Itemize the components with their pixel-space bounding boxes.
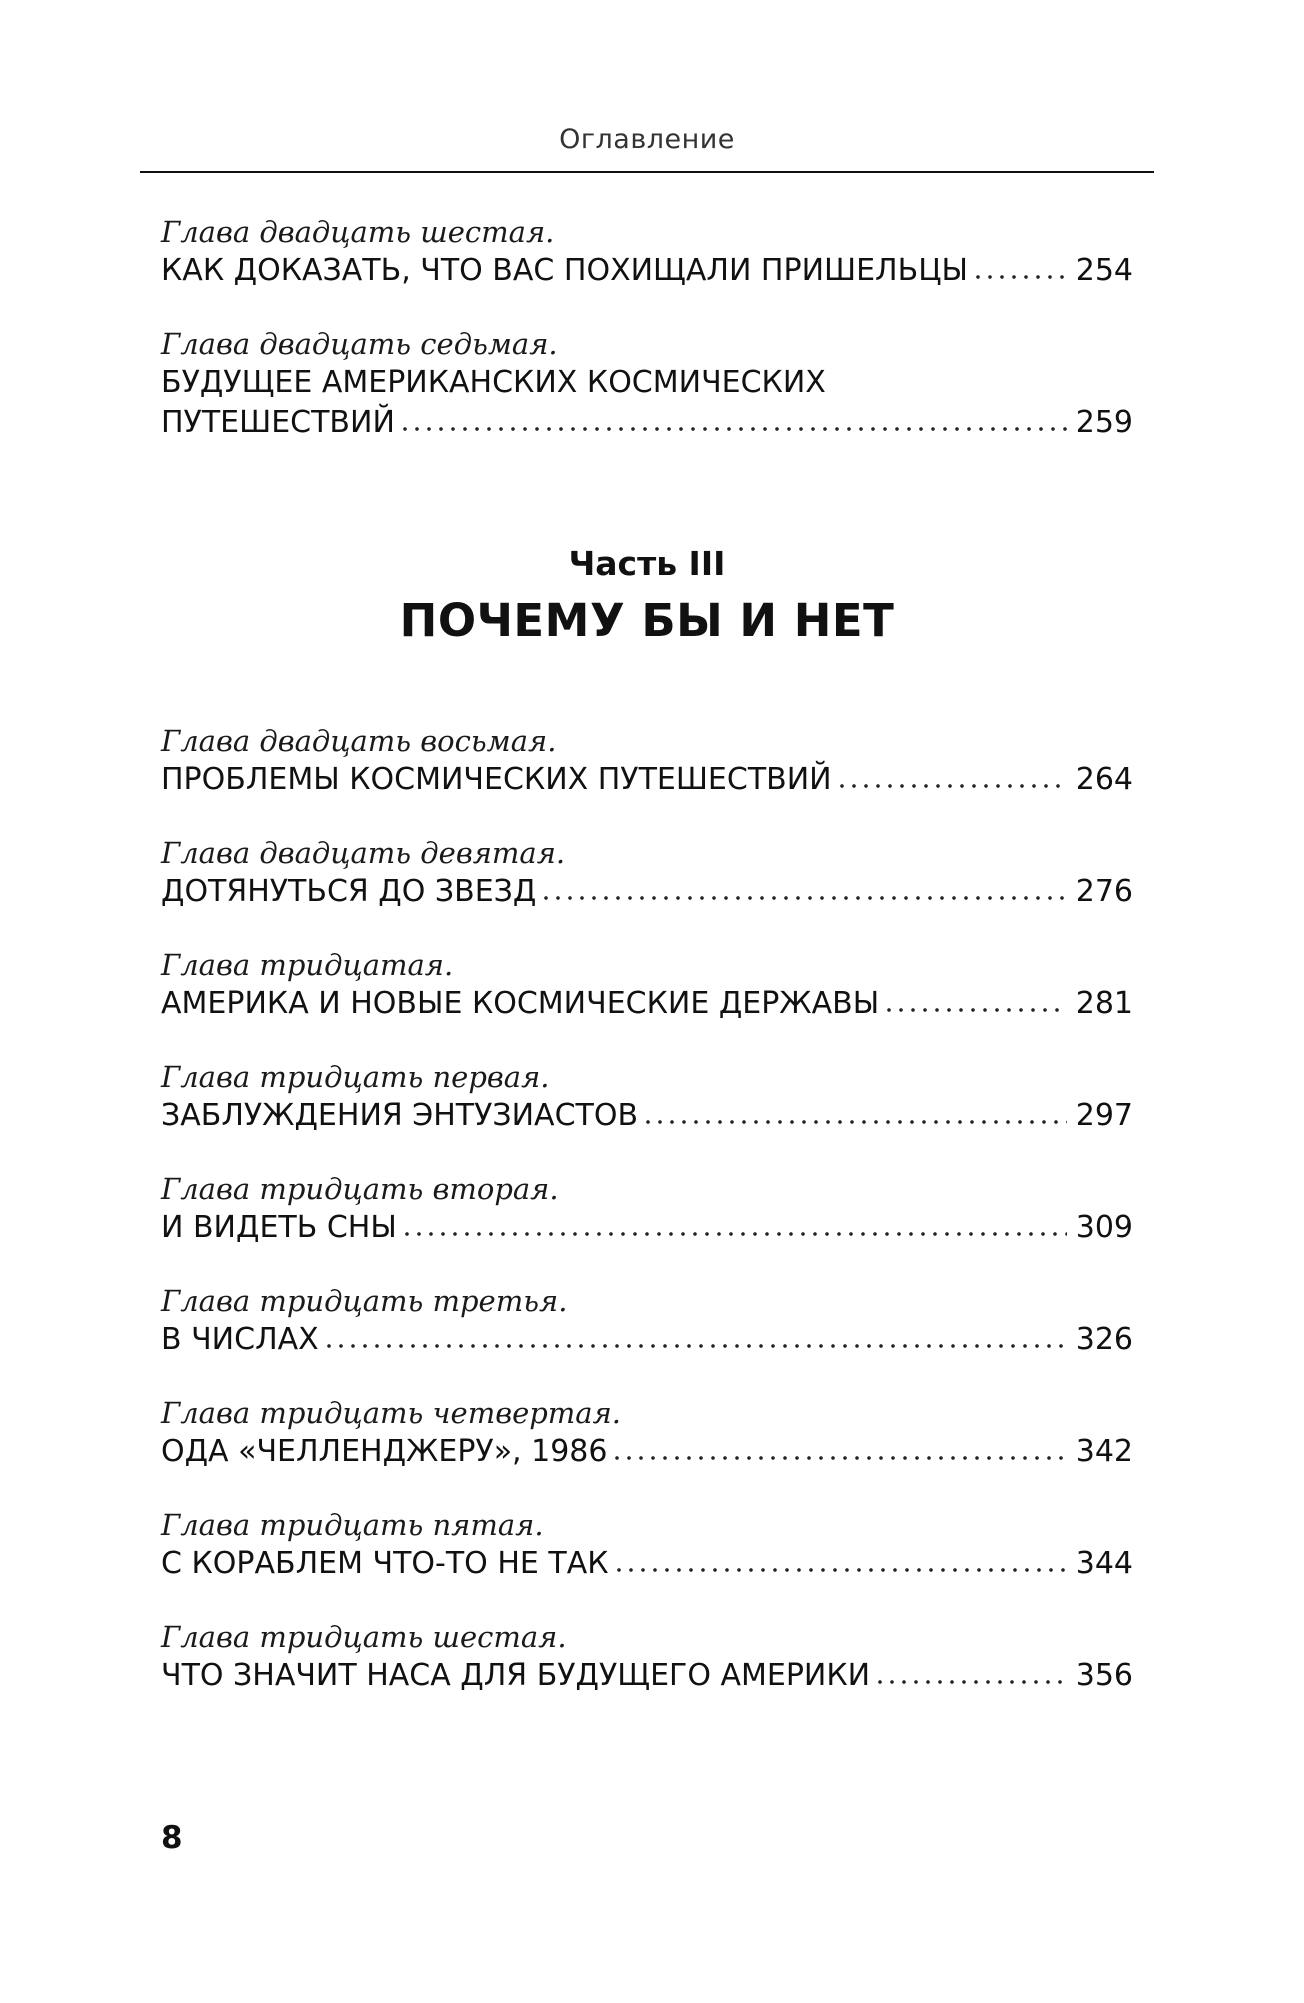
part-label: Часть III xyxy=(568,544,726,583)
chapter-title-line xyxy=(161,872,1133,912)
chapter-label: Глава тридцать первая. xyxy=(161,1060,550,1094)
chapter-label: Глава тридцать четвертая. xyxy=(161,1396,622,1430)
chapter-label: Глава двадцать шестая. xyxy=(161,215,555,249)
chapter-title: ДОТЯНУТЬСЯ ДО ЗВЕЗД xyxy=(161,874,537,909)
chapter-label: Глава двадцать восьмая. xyxy=(161,724,557,758)
toc-entry[interactable] xyxy=(161,1170,1133,1248)
dot-leader xyxy=(642,1097,1067,1125)
dot-leader xyxy=(540,873,1067,901)
part-header xyxy=(140,542,1154,652)
chapter-title: ЗАБЛУЖДЕНИЯ ЭНТУЗИАСТОВ xyxy=(161,1098,639,1133)
chapter-title: С КОРАБЛЕМ ЧТО-ТО НЕ ТАК xyxy=(161,1546,609,1581)
page-number: 342 xyxy=(1075,1434,1133,1469)
dot-leader xyxy=(399,404,1067,432)
toc-entry[interactable] xyxy=(161,1618,1133,1696)
dot-leader xyxy=(836,761,1067,789)
toc-entry[interactable] xyxy=(161,1282,1133,1360)
chapter-label: Глава тридцать вторая. xyxy=(161,1172,559,1206)
toc-entry[interactable] xyxy=(161,213,1133,291)
chapter-label: Глава тридцать пятая. xyxy=(161,1508,544,1542)
chapter-title: АМЕРИКА И НОВЫЕ КОСМИЧЕСКИЕ ДЕРЖАВЫ xyxy=(161,986,880,1021)
chapter-title: ЧТО ЗНАЧИТ НАСА ДЛЯ БУДУЩЕГО АМЕРИКИ xyxy=(161,1658,871,1693)
page-number: 356 xyxy=(1075,1658,1133,1693)
page-number: 259 xyxy=(1075,405,1133,440)
chapter-label: Глава тридцатая. xyxy=(161,948,454,982)
page-number: 326 xyxy=(1075,1322,1133,1357)
toc-section-main xyxy=(161,722,1133,1730)
part-title: ПОЧЕМУ БЫ И НЕТ xyxy=(399,594,895,647)
chapter-title: БУДУЩЕЕ АМЕРИКАНСКИХ КОСМИЧЕСКИХ xyxy=(161,365,826,400)
toc-entry[interactable] xyxy=(161,1058,1133,1136)
chapter-title-line xyxy=(161,1656,1133,1696)
chapter-label: Глава двадцать седьмая. xyxy=(161,327,558,361)
chapter-title: КАК ДОКАЗАТЬ, ЧТО ВАС ПОХИЩАЛИ ПРИШЕЛЬЦЫ xyxy=(161,253,968,288)
chapter-title-line xyxy=(161,1096,1133,1136)
page-number: 276 xyxy=(1075,874,1133,909)
chapter-label: Глава двадцать девятая. xyxy=(161,836,566,870)
chapter-title-line xyxy=(161,984,1133,1024)
header-rule xyxy=(140,171,1154,173)
dot-leader xyxy=(972,252,1067,280)
page-folio: 8 xyxy=(161,1820,183,1856)
toc-section-top xyxy=(161,213,1133,477)
toc-entry[interactable] xyxy=(161,834,1133,912)
chapter-title-line xyxy=(161,1544,1133,1584)
chapter-title-line xyxy=(161,1432,1133,1472)
dot-leader xyxy=(401,1209,1067,1237)
chapter-title: ПРОБЛЕМЫ КОСМИЧЕСКИХ ПУТЕШЕСТВИЙ xyxy=(161,762,832,797)
chapter-title: И ВИДЕТЬ СНЫ xyxy=(161,1210,397,1245)
dot-leader xyxy=(874,1657,1067,1685)
dot-leader xyxy=(613,1545,1067,1573)
dot-leader xyxy=(611,1433,1067,1461)
page-number: 309 xyxy=(1075,1210,1133,1245)
page-number: 264 xyxy=(1075,762,1133,797)
chapter-title-line xyxy=(161,1320,1133,1360)
chapter-label: Глава тридцать третья. xyxy=(161,1284,568,1318)
page-number: 281 xyxy=(1075,986,1133,1021)
chapter-title-line xyxy=(161,760,1133,800)
dot-leader xyxy=(323,1321,1067,1349)
toc-entry[interactable] xyxy=(161,1506,1133,1584)
chapter-label: Глава тридцать шестая. xyxy=(161,1620,567,1654)
page-number: 297 xyxy=(1075,1098,1133,1133)
dot-leader xyxy=(883,985,1067,1013)
toc-entry[interactable] xyxy=(161,1394,1133,1472)
page-number: 344 xyxy=(1075,1546,1133,1581)
chapter-title: ОДА «ЧЕЛЛЕНДЖЕРУ», 1986 xyxy=(161,1434,608,1469)
chapter-title-line xyxy=(161,403,1133,443)
chapter-title: В ЧИСЛАХ xyxy=(161,1322,319,1357)
toc-entry[interactable] xyxy=(161,325,1133,443)
page-number: 254 xyxy=(1075,253,1133,288)
chapter-title-continued: ПУТЕШЕСТВИЙ xyxy=(161,405,395,440)
toc-entry[interactable] xyxy=(161,946,1133,1024)
chapter-title-line xyxy=(161,1208,1133,1248)
chapter-title-line xyxy=(161,251,1133,291)
running-head: Оглавление xyxy=(559,124,735,155)
toc-entry[interactable] xyxy=(161,722,1133,800)
